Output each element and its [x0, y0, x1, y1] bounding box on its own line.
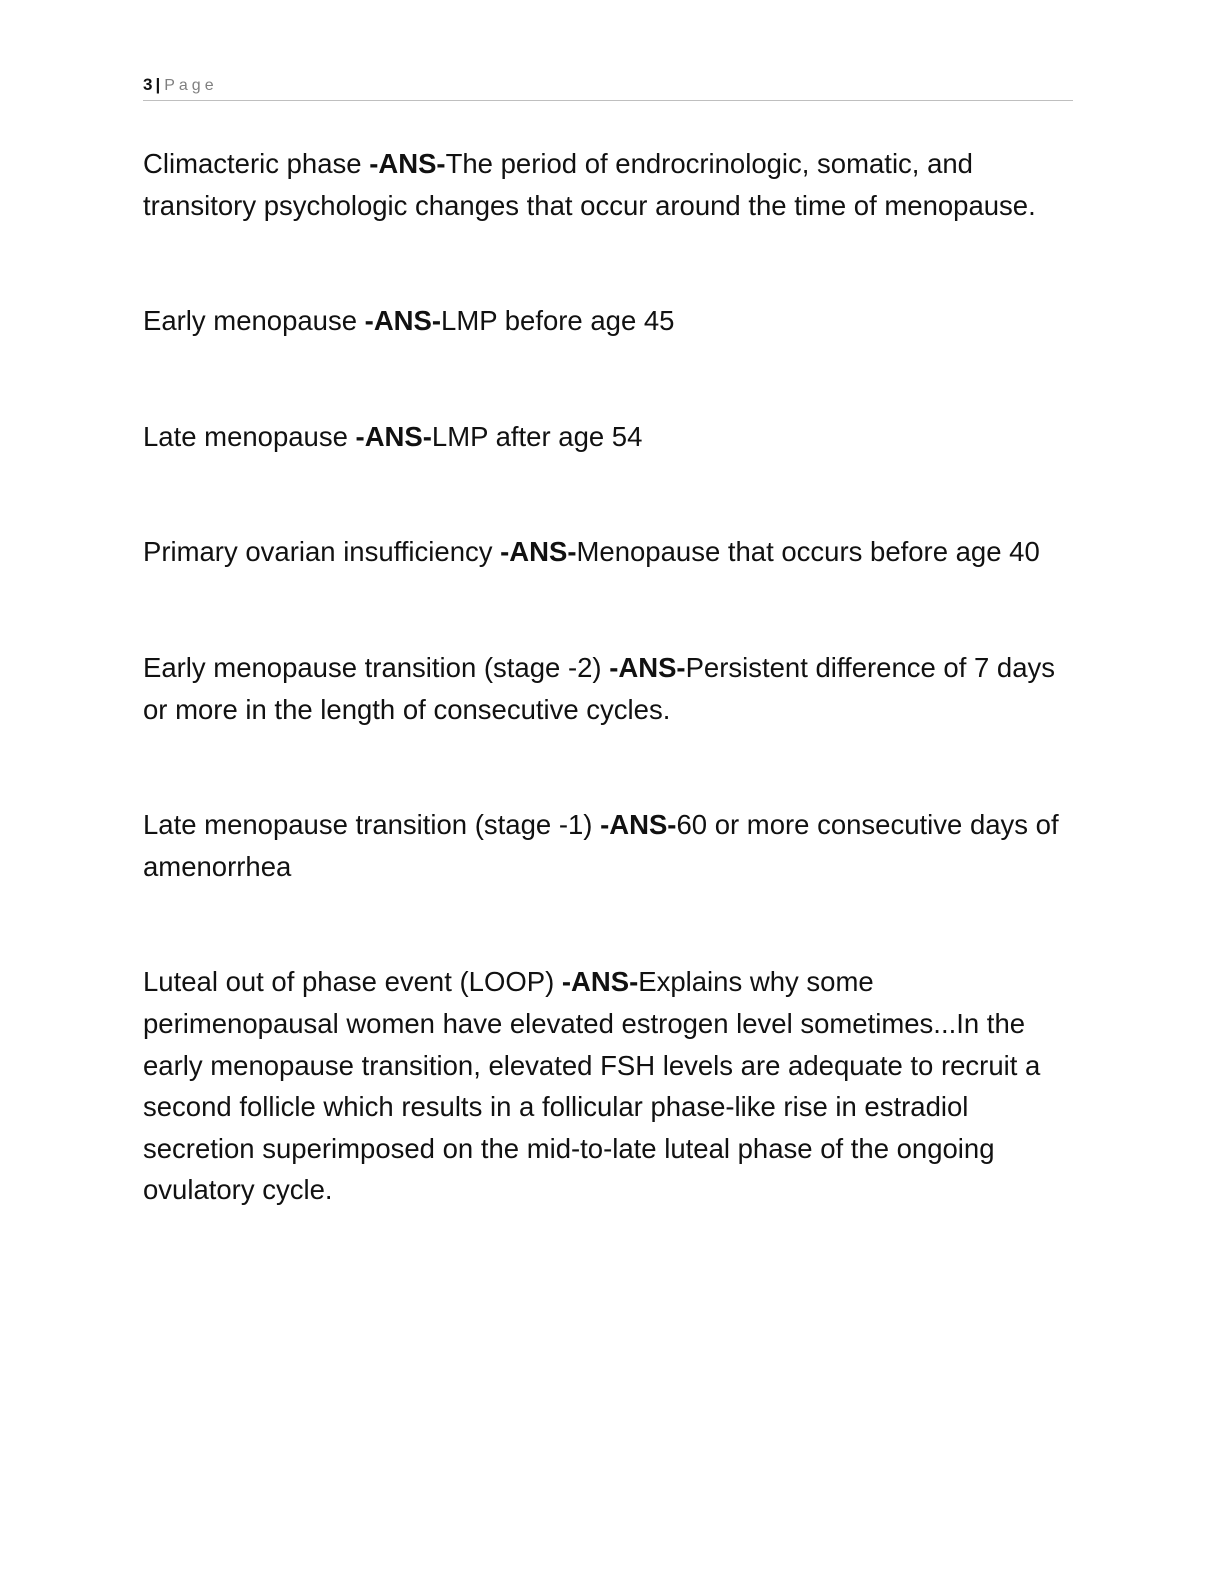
flashcard-entry	[143, 647, 1073, 730]
entry-definition: The period of endrocrinologic, somatic, and transitory psychologic changes that occur around the time of menopause.	[143, 148, 1036, 221]
page-number-separator: |	[155, 75, 161, 94]
entry-separator: -ANS-	[500, 536, 577, 568]
entry-definition: LMP before age 45	[441, 305, 675, 337]
entry-definition: LMP after age 54	[431, 420, 643, 452]
entry-definition: Explains why some perimenopausal women have elevated estrogen level sometimes...In the early menopause transition, elevated FSH levels are adequate to recruit a second follicle which results in a follicular phase-like rise in estradiol secretion superimposed on the mid-to-late luteal phase of the ongoing ovulatory cycle.	[143, 966, 1041, 1206]
entry-definition: Persistent difference of 7 days or more in the length of consecutive cycles.	[143, 651, 1056, 725]
flashcard-entry	[143, 416, 1073, 458]
entry-term: Early menopause	[143, 305, 358, 337]
page-number: 3	[143, 75, 153, 94]
flashcard-entry	[143, 961, 1073, 1211]
entry-separator: -ANS-	[609, 651, 686, 683]
entry-term: Climacteric phase	[143, 148, 362, 179]
entry-separator: -ANS-	[369, 148, 446, 179]
flashcard-entry	[143, 300, 1073, 342]
entry-separator: -ANS-	[561, 966, 639, 998]
flashcard-entry	[143, 531, 1073, 573]
page-header	[143, 74, 1073, 101]
entry-term: Early menopause transition (stage -2)	[143, 651, 602, 683]
entry-separator: -ANS-	[355, 420, 432, 452]
flashcard-entry	[143, 143, 1073, 226]
entry-definition: Menopause that occurs before age 40	[576, 536, 1040, 568]
entry-separator: -ANS-	[364, 305, 442, 337]
entry-term: Late menopause	[143, 420, 348, 452]
document-body	[143, 143, 1073, 1285]
entry-term: Late menopause transition (stage -1)	[143, 809, 593, 841]
flashcard-entry	[143, 804, 1073, 887]
entry-definition: 60 or more consecutive days of amenorrhea	[143, 809, 1059, 882]
entry-term: Luteal out of phase event (LOOP)	[143, 966, 555, 998]
entry-separator: -ANS-	[600, 809, 677, 841]
entry-term: Primary ovarian insufficiency	[143, 536, 493, 568]
page-label: Page	[164, 77, 218, 94]
